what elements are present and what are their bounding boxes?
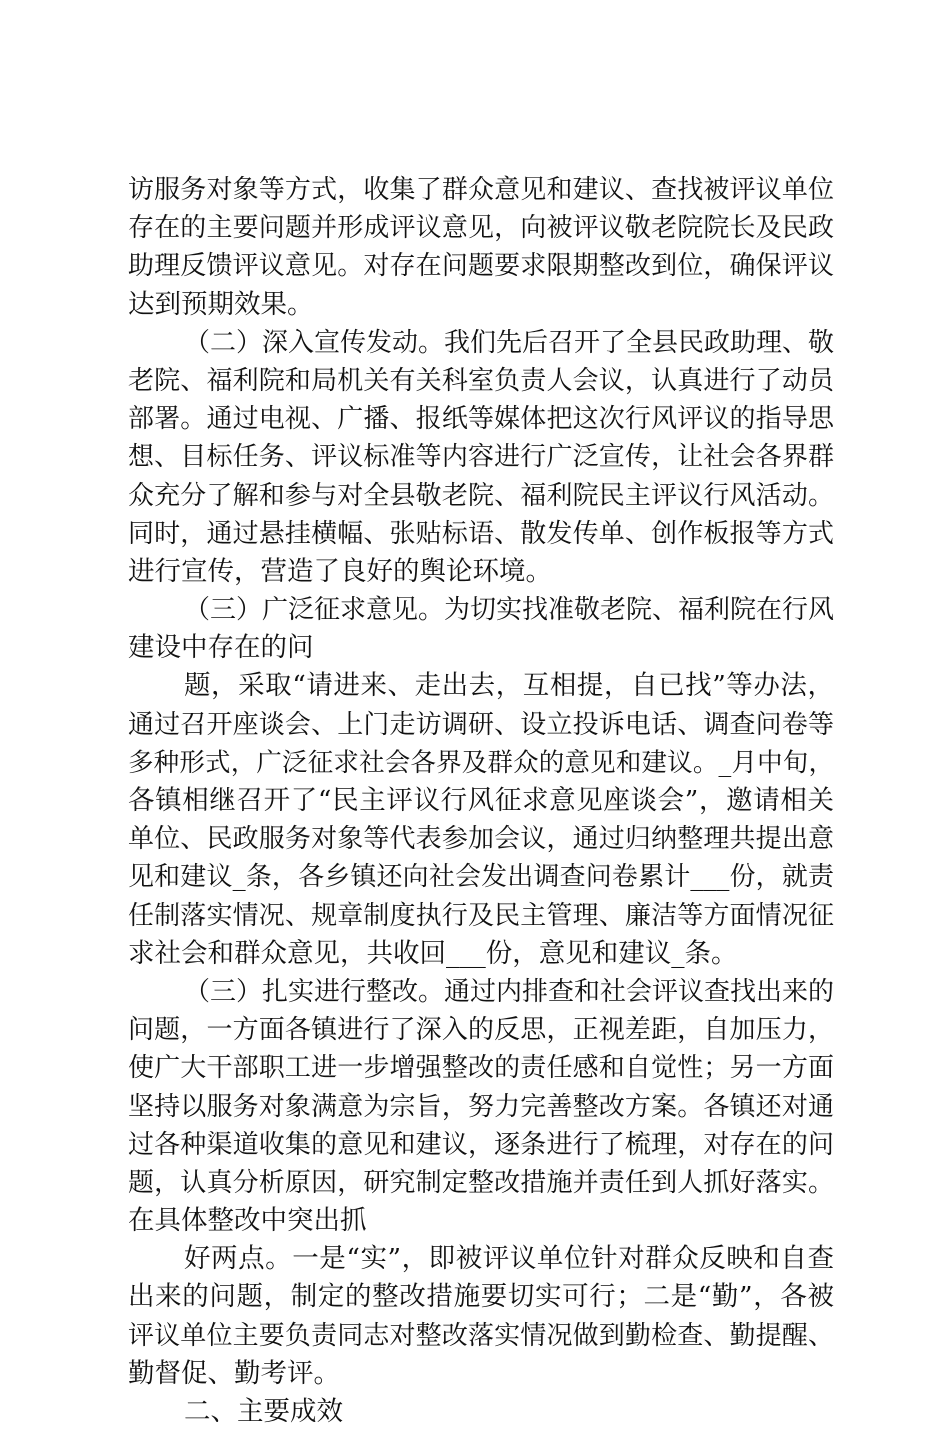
text-line: 评议单位主要负责同志对整改落实情况做到勤检查、勤提醒、	[128, 1320, 834, 1351]
text-line: 助理反馈评议意见。对存在问题要求限期整改到位，确保评议	[128, 251, 834, 282]
text-line: 达到预期效果。	[128, 288, 314, 320]
text-line: 老院、福利院和局机关有关科室负责人会议，认真进行了动员	[128, 365, 834, 396]
text-line: 单位、民政服务对象等代表参加会议，通过归纳整理共提出意	[128, 824, 834, 855]
text-line: 题，采取“请进来、走出去，互相提，自已找”等办法，	[184, 670, 834, 702]
text-line: 使广大干部职工进一步增强整改的责任感和自觉性；另一方面	[128, 1053, 834, 1084]
text-line: 问题，一方面各镇进行了深入的反思，正视差距，自加压力，	[128, 1015, 834, 1046]
text-line: 勤督促、勤考评。	[128, 1357, 340, 1389]
text-line: 坚持以服务对象满意为宗旨，努力完善整改方案。各镇还对通	[128, 1091, 834, 1122]
text-line: （二）深入宣传发动。我们先后召开了全县民政助理、敬	[184, 327, 835, 358]
text-line: 各镇相继召开了“民主评议行风征求意见座谈会”，邀请相关	[128, 785, 834, 816]
text-line: 通过召开座谈会、上门走访调研、设立投诉电话、调查问卷等	[128, 709, 834, 740]
text-line: 二、主要成效	[184, 1396, 343, 1427]
text-line: 求社会和群众意见，共收回___份，意见和建议_条。	[128, 937, 738, 969]
text-line: 见和建议_条，各乡镇还向社会发出调查问卷累计___份，就责	[128, 862, 834, 893]
text-line: 想、目标任务、评议标准等内容进行广泛宣传，让社会各界群	[128, 442, 834, 473]
text-line: 同时，通过悬挂横幅、张贴标语、散发传单、创作板报等方式	[128, 518, 834, 549]
text-line: 任制落实情况、规章制度执行及民主管理、廉洁等方面情况征	[128, 900, 834, 931]
text-line: 建设中存在的问	[128, 632, 314, 664]
text-line: 部署。通过电视、广播、报纸等媒体把这次行风评议的指导思	[128, 404, 834, 435]
text-line: 在具体整改中突出抓	[128, 1205, 367, 1237]
text-line: 出来的问题，制定的整改措施要切实可行；二是“勤”，各被	[128, 1281, 834, 1313]
text-line: 存在的主要问题并形成评议意见，向被评议敬老院院长及民政	[128, 213, 834, 244]
text-line: 过各种渠道收集的意见和建议，逐条进行了梳理，对存在的问	[128, 1129, 834, 1160]
text-line: 访服务对象等方式，收集了群众意见和建议、查找被评议单位	[128, 175, 834, 205]
text-line: 好两点。一是“实”，即被评议单位针对群众反映和自查	[184, 1243, 834, 1275]
text-line: 众充分了解和参与对全县敬老院、福利院民主评议行风活动。	[128, 480, 834, 511]
text-line: 多种形式，广泛征求社会各界及群众的意见和建议。_月中旬，	[128, 747, 834, 778]
text-line: 进行宣传，营造了良好的舆论环境。	[128, 555, 552, 587]
text-line: （三）广泛征求意见。为切实找准敬老院、福利院在行风	[184, 595, 835, 626]
body-text	[128, 171, 834, 1431]
text-line: 题，认真分析原因，研究制定整改措施并责任到人抓好落实。	[128, 1167, 834, 1198]
text-line: （三）扎实进行整改。通过内排查和社会评议查找出来的	[184, 976, 835, 1007]
